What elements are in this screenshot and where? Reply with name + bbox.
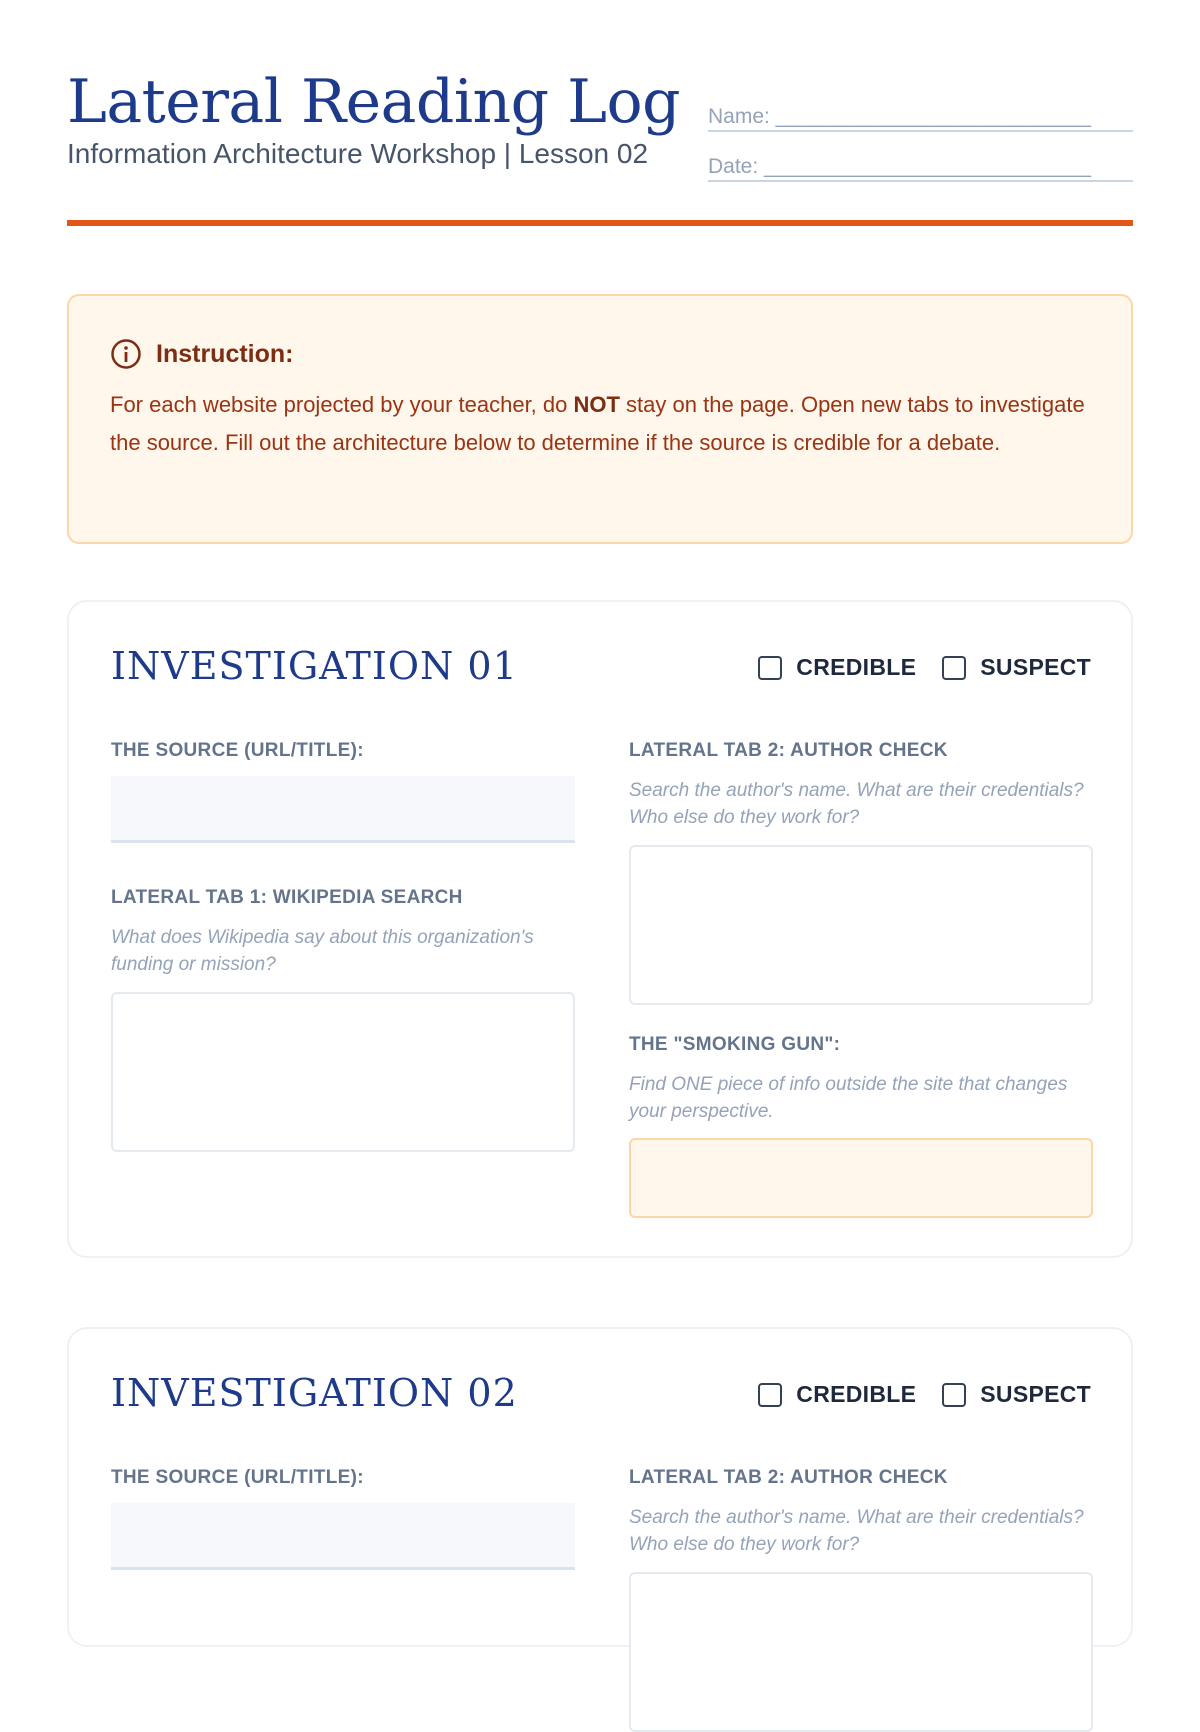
smoking-gun-label: THE "SMOKING GUN":	[629, 1034, 841, 1055]
instruction-title: Instruction:	[156, 339, 294, 368]
tab2-hint: Search the author's name. What are their credentials? Who else do they work for?	[629, 1507, 1084, 1555]
credible-checkbox[interactable]	[758, 1383, 782, 1407]
tab1-label: LATERAL TAB 1: WIKIPEDIA SEARCH	[111, 887, 463, 908]
tab2-answer-box[interactable]	[629, 1572, 1093, 1732]
tab1-answer-box[interactable]	[111, 992, 575, 1152]
tab1-hint: What does Wikipedia say about this organization's funding or mission?	[111, 927, 534, 975]
tab2-label: LATERAL TAB 2: AUTHOR CHECK	[629, 1467, 948, 1488]
credible-option[interactable]	[758, 654, 916, 681]
tab2-answer-box[interactable]	[629, 845, 1093, 1005]
investigation-title: INVESTIGATION 02	[111, 1371, 518, 1415]
instruction-callout	[67, 294, 1133, 544]
tab2-label: LATERAL TAB 2: AUTHOR CHECK	[629, 740, 948, 761]
source-input[interactable]	[111, 1503, 575, 1570]
suspect-option[interactable]	[942, 654, 1091, 681]
worksheet-header	[67, 64, 1133, 228]
investigation-title: INVESTIGATION 01	[111, 644, 518, 688]
source-label: THE SOURCE (URL/TITLE):	[111, 740, 364, 761]
suspect-option[interactable]	[942, 1381, 1091, 1408]
verdict-checkboxes	[732, 1381, 1091, 1408]
page-title: Lateral Reading Log	[67, 67, 680, 137]
smoking-gun-hint: Find ONE piece of info outside the site that changes your perspective.	[629, 1074, 1068, 1122]
name-field[interactable]: Name: ___________________________	[708, 94, 1133, 132]
instruction-text: For each website projected by your teacher, do NOT stay on the page. Open new tabs to investigate the source. Fill out the architecture below to determine if the source is credible for a debate.	[110, 392, 1085, 455]
student-info	[708, 94, 1133, 194]
suspect-label: SUSPECT	[980, 654, 1091, 680]
credible-checkbox[interactable]	[758, 656, 782, 680]
source-input[interactable]	[111, 776, 575, 843]
date-field[interactable]: Date: ____________________________	[708, 144, 1133, 182]
verdict-checkboxes	[732, 654, 1091, 681]
source-label: THE SOURCE (URL/TITLE):	[111, 1467, 364, 1488]
page-subtitle: Information Architecture Workshop | Lesson 02	[67, 138, 649, 169]
suspect-checkbox[interactable]	[942, 656, 966, 680]
suspect-label: SUSPECT	[980, 1381, 1091, 1407]
header-divider	[67, 220, 1133, 226]
tab2-hint: Search the author's name. What are their credentials? Who else do they work for?	[629, 780, 1084, 828]
suspect-checkbox[interactable]	[942, 1383, 966, 1407]
credible-label: CREDIBLE	[796, 654, 917, 680]
credible-label: CREDIBLE	[796, 1381, 917, 1407]
credible-option[interactable]	[758, 1381, 916, 1408]
info-icon	[110, 338, 142, 370]
smoking-gun-answer-box[interactable]	[629, 1138, 1093, 1218]
investigation-card	[67, 600, 1133, 1258]
investigation-card	[67, 1327, 1133, 1647]
